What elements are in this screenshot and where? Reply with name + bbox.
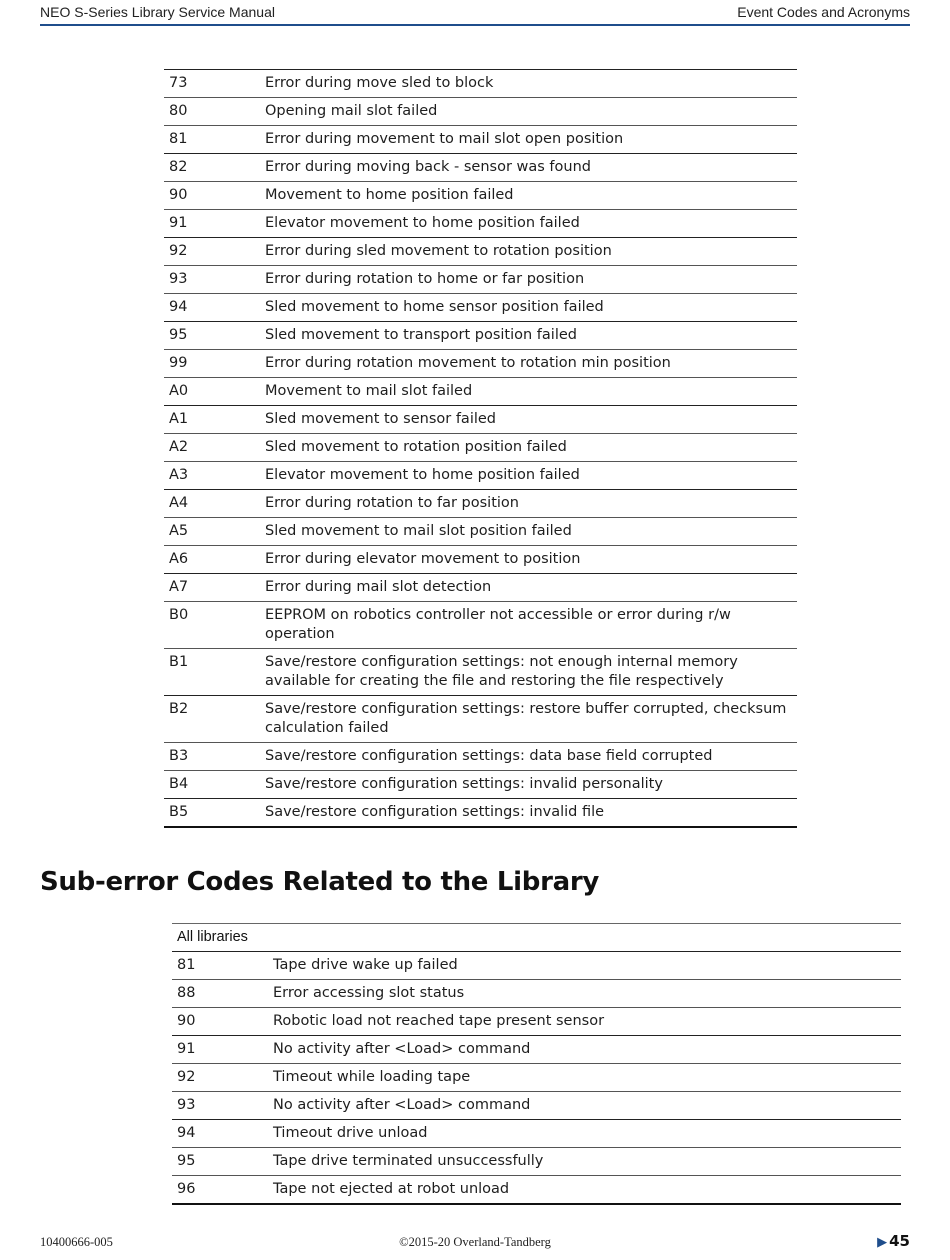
description-cell: Elevator movement to home position failed xyxy=(260,210,797,238)
table-row xyxy=(172,952,901,980)
table-row xyxy=(172,1148,901,1176)
group-label: All libraries xyxy=(172,924,901,952)
page-footer xyxy=(40,1232,910,1252)
page-header xyxy=(40,2,910,26)
code-cell: 95 xyxy=(172,1148,268,1176)
description-cell: Error during elevator movement to position xyxy=(260,546,797,574)
table-row xyxy=(164,294,797,322)
code-cell: B3 xyxy=(164,743,260,771)
right-triangle-icon: ▶ xyxy=(877,1235,888,1250)
table-row xyxy=(164,799,797,828)
code-cell: A6 xyxy=(164,546,260,574)
description-cell: Sled movement to sensor failed xyxy=(260,406,797,434)
copyright: ©2015-20 Overland-Tandberg xyxy=(399,1235,551,1249)
table-row xyxy=(172,1008,901,1036)
table-row xyxy=(164,98,797,126)
table-row xyxy=(164,434,797,462)
description-cell: Error during mail slot detection xyxy=(260,574,797,602)
table-row xyxy=(164,126,797,154)
code-cell: B2 xyxy=(164,696,260,743)
code-cell: A7 xyxy=(164,574,260,602)
description-cell: Save/restore configuration settings: data base field corrupted xyxy=(260,743,797,771)
description-cell: Save/restore configuration settings: invalid file xyxy=(260,799,797,828)
table-row xyxy=(164,602,797,649)
table-row xyxy=(164,238,797,266)
table-row xyxy=(172,1176,901,1205)
code-cell: A4 xyxy=(164,490,260,518)
code-cell: 81 xyxy=(172,952,268,980)
table-row xyxy=(172,1036,901,1064)
code-cell: B4 xyxy=(164,771,260,799)
table-row xyxy=(164,350,797,378)
description-cell: Error during rotation movement to rotation min position xyxy=(260,350,797,378)
code-cell: A3 xyxy=(164,462,260,490)
description-cell: Sled movement to home sensor position failed xyxy=(260,294,797,322)
code-cell: 90 xyxy=(164,182,260,210)
table-row xyxy=(164,743,797,771)
document-number: 10400666-005 xyxy=(40,1235,113,1249)
description-cell: Error during rotation to far position xyxy=(260,490,797,518)
sub-error-code-table xyxy=(172,923,901,1205)
description-cell: Save/restore configuration settings: restore buffer corrupted, checksum calculation failed xyxy=(260,696,797,743)
table-row xyxy=(164,70,797,98)
description-cell: Tape not ejected at robot unload xyxy=(268,1176,901,1205)
description-cell: Sled movement to transport position failed xyxy=(260,322,797,350)
code-cell: B5 xyxy=(164,799,260,828)
code-cell: 82 xyxy=(164,154,260,182)
code-cell: 99 xyxy=(164,350,260,378)
code-cell: 96 xyxy=(172,1176,268,1205)
description-cell: Timeout drive unload xyxy=(268,1120,901,1148)
table-row xyxy=(164,266,797,294)
table-row xyxy=(164,210,797,238)
description-cell: Error accessing slot status xyxy=(268,980,901,1008)
description-cell: Tape drive wake up failed xyxy=(268,952,901,980)
table-row xyxy=(164,574,797,602)
code-cell: A5 xyxy=(164,518,260,546)
table-row xyxy=(164,378,797,406)
code-cell: 95 xyxy=(164,322,260,350)
code-cell: A0 xyxy=(164,378,260,406)
code-cell: 73 xyxy=(164,70,260,98)
code-cell: 94 xyxy=(164,294,260,322)
chapter-title: Event Codes and Acronyms xyxy=(737,4,910,20)
table-row xyxy=(164,406,797,434)
code-cell: 93 xyxy=(164,266,260,294)
sub-error-code-table-body xyxy=(172,924,901,1205)
table-row xyxy=(164,490,797,518)
description-cell: Timeout while loading tape xyxy=(268,1064,901,1092)
description-cell: Movement to mail slot failed xyxy=(260,378,797,406)
description-cell: Error during rotation to home or far position xyxy=(260,266,797,294)
description-cell: Error during sled movement to rotation position xyxy=(260,238,797,266)
table-row xyxy=(172,980,901,1008)
description-cell: Save/restore configuration settings: not enough internal memory available for creating the file and restoring the file respectively xyxy=(260,649,797,696)
code-cell: 92 xyxy=(172,1064,268,1092)
table-row xyxy=(164,182,797,210)
table-row xyxy=(164,649,797,696)
code-cell: 81 xyxy=(164,126,260,154)
description-cell: Elevator movement to home position failed xyxy=(260,462,797,490)
table-row xyxy=(164,771,797,799)
code-cell: 80 xyxy=(164,98,260,126)
description-cell: Sled movement to rotation position failed xyxy=(260,434,797,462)
table-group-row xyxy=(172,924,901,952)
code-cell: 91 xyxy=(164,210,260,238)
event-code-table xyxy=(164,69,797,828)
table-row xyxy=(164,518,797,546)
code-cell: 92 xyxy=(164,238,260,266)
code-cell: 91 xyxy=(172,1036,268,1064)
section-title: Sub-error Codes Related to the Library xyxy=(40,867,600,897)
description-cell: Error during move sled to block xyxy=(260,70,797,98)
description-cell: Sled movement to mail slot position failed xyxy=(260,518,797,546)
code-cell: 90 xyxy=(172,1008,268,1036)
table-row xyxy=(164,322,797,350)
description-cell: Movement to home position failed xyxy=(260,182,797,210)
page-number-block xyxy=(877,1232,910,1250)
description-cell: No activity after <Load> command xyxy=(268,1036,901,1064)
table-row xyxy=(164,696,797,743)
description-cell: Opening mail slot failed xyxy=(260,98,797,126)
table-row xyxy=(172,1120,901,1148)
code-cell: 88 xyxy=(172,980,268,1008)
description-cell: Robotic load not reached tape present sensor xyxy=(268,1008,901,1036)
code-cell: B0 xyxy=(164,602,260,649)
table-row xyxy=(172,1092,901,1120)
event-code-table-body xyxy=(164,70,797,828)
table-row xyxy=(172,1064,901,1092)
code-cell: 93 xyxy=(172,1092,268,1120)
table-row xyxy=(164,154,797,182)
table-row xyxy=(164,546,797,574)
manual-title: NEO S-Series Library Service Manual xyxy=(40,4,275,20)
description-cell: Error during moving back - sensor was found xyxy=(260,154,797,182)
code-cell: A1 xyxy=(164,406,260,434)
description-cell: No activity after <Load> command xyxy=(268,1092,901,1120)
table-row xyxy=(164,462,797,490)
description-cell: EEPROM on robotics controller not accessible or error during r/w operation xyxy=(260,602,797,649)
page-number: 45 xyxy=(889,1232,910,1250)
code-cell: 94 xyxy=(172,1120,268,1148)
description-cell: Tape drive terminated unsuccessfully xyxy=(268,1148,901,1176)
code-cell: B1 xyxy=(164,649,260,696)
code-cell: A2 xyxy=(164,434,260,462)
description-cell: Error during movement to mail slot open position xyxy=(260,126,797,154)
description-cell: Save/restore configuration settings: invalid personality xyxy=(260,771,797,799)
